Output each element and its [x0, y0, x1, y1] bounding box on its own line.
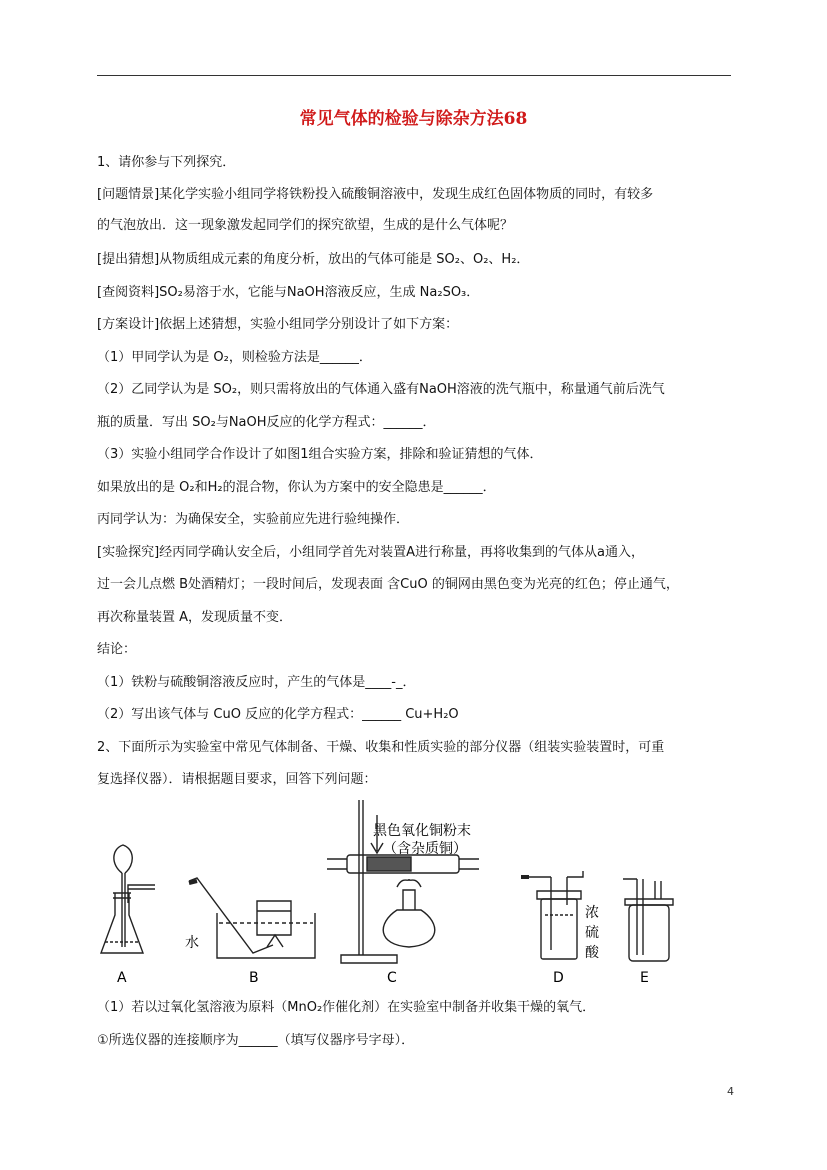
cuo-caption-line1: 黑色氧化铜粉末 [373, 823, 471, 839]
text-line: （1）铁粉与硫酸铜溶液反应时，产生的气体是____-_． [97, 675, 416, 690]
acid-label-3: 酸 [585, 945, 599, 961]
text-line: 过一会儿点燃 B处酒精灯；一段时间后，发现表面 含CuO 的铜网由黑色变为光亮的红色；停止通气， [97, 577, 679, 592]
text-line: 2、下面所示为实验室中常见气体制备、干燥、收集和性质实验的部分仪器（组装实验装置时，可重 [97, 740, 665, 755]
label-d: D [553, 970, 564, 986]
cuo-caption-line2: （含杂质铜） [383, 841, 467, 857]
text-line: （1）甲同学认为是 O₂，则检验方法是______． [97, 350, 372, 365]
apparatus-b [189, 878, 315, 958]
text-line: 如果放出的是 O₂和H₂的混合物，你认为方案中的安全隐患是______． [97, 480, 496, 495]
water-label: 水 [185, 935, 199, 951]
apparatus-d [521, 871, 583, 959]
label-e: E [640, 970, 649, 986]
apparatus-e [623, 879, 673, 961]
text-line: （2）写出该气体与 CuO 反应的化学方程式：______ Cu+H₂O [97, 707, 459, 722]
label-b: B [249, 970, 259, 986]
text-line: （1）若以过氧化氢溶液为原料（MnO₂作催化剂）在实验室中制备并收集干燥的氧气． [97, 1000, 596, 1015]
text-line: 1、请你参与下列探究． [97, 155, 236, 170]
text-line: 再次称量装置 A，发现质量不变． [97, 610, 293, 625]
acid-label-1: 浓 [585, 905, 599, 921]
text-line: [方案设计]依据上述猜想，实验小组同学分别设计了如下方案： [97, 317, 459, 332]
page-number: 4 [727, 1085, 734, 1098]
text-line: [实验探究]经丙同学确认安全后，小组同学首先对装置A进行称量，再将收集到的气体从a通入， [97, 545, 645, 560]
label-c: C [387, 970, 397, 986]
text-line: 瓶的质量．写出 SO₂与NaOH反应的化学方程式：______． [97, 415, 436, 430]
text-line: [问题情景]某化学实验小组同学将铁粉投入硫酸铜溶液中，发现生成红色固体物质的同时，有较多 [97, 187, 654, 202]
apparatus-figure [97, 795, 697, 990]
text-line: [提出猜想]从物质组成元素的角度分析，放出的气体可能是 SO₂、O₂、H₂． [97, 252, 530, 267]
text-line: [查阅资料]SO₂易溶于水，它能与NaOH溶液反应，生成 Na₂SO₃． [97, 285, 480, 300]
text-line: （2）乙同学认为是 SO₂，则只需将放出的气体通入盛有NaOH溶液的洗气瓶中，称量通气前后洗气 [97, 382, 665, 397]
acid-label-2: 硫 [585, 925, 599, 941]
apparatus-a [101, 845, 155, 953]
text-line: 复选择仪器）．请根据题目要求，回答下列问题： [97, 772, 377, 787]
header-rule [97, 75, 731, 76]
label-a: A [117, 970, 127, 986]
text-line: 的气泡放出．这一现象激发起同学们的探究欲望，生成的是什么气体呢？ [97, 218, 514, 233]
text-line: （3）实验小组同学合作设计了如图1组合实验方案，排除和验证猜想的气体． [97, 447, 543, 462]
text-line: 结论： [97, 642, 137, 657]
text-line: ①所选仪器的连接顺序为______（填写仪器序号字母）． [97, 1033, 415, 1048]
page-title: 常见气体的检验与除杂方法68 [299, 109, 528, 129]
text-line: 丙同学认为：为确保安全，实验前应先进行验纯操作． [97, 512, 410, 527]
